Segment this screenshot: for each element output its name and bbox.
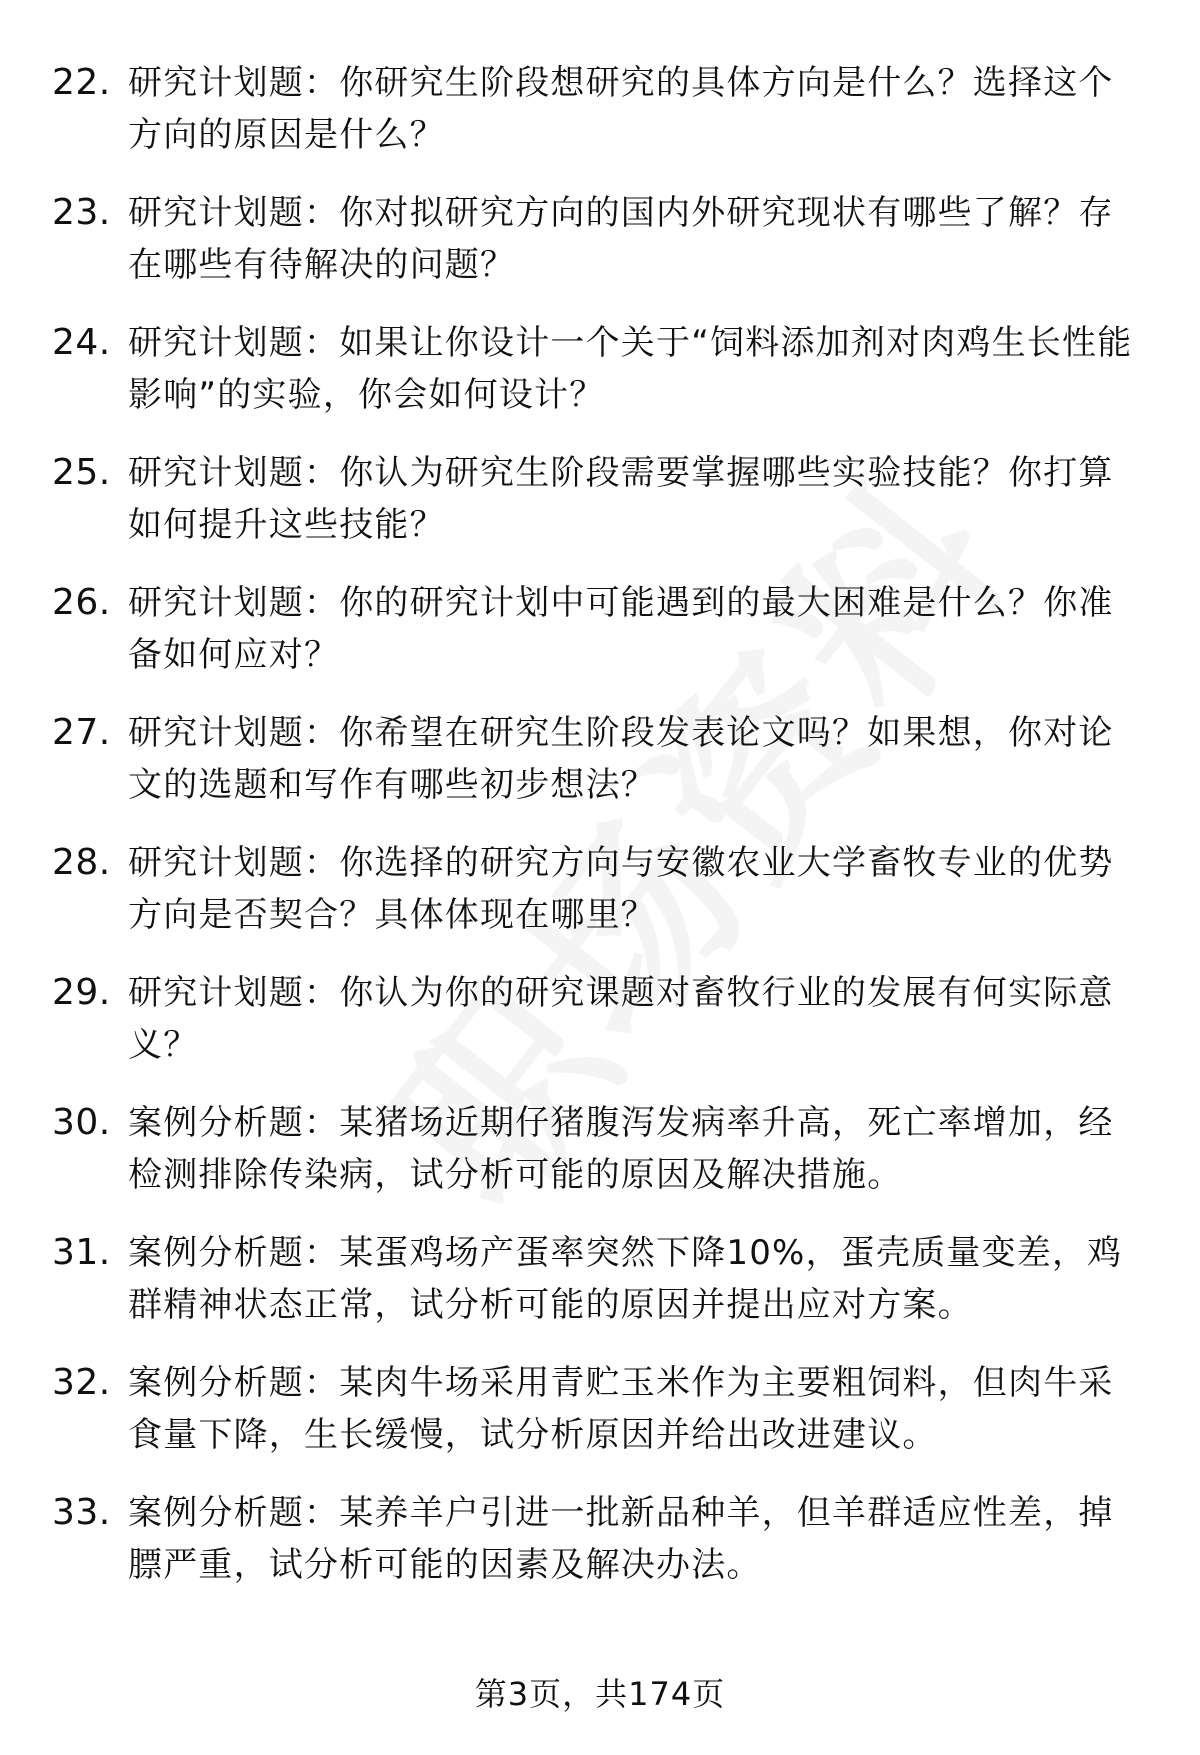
question-item [52,447,1148,577]
question-text: 研究计划题：如果让你设计一个关于“饲料添加剂对肉鸡生长性能影响”的实验，你会如何设计？ [128,323,1133,415]
question-number: 28. [52,842,111,883]
question-text: 研究计划题：你选择的研究方向与安徽农业大学畜牧专业的优势方向是否契合？具体体现在哪里？ [128,843,1114,935]
question-number: 33. [52,1492,111,1533]
question-item [52,967,1148,1097]
question-number: 26. [52,582,111,623]
question-item [52,57,1148,187]
question-text: 研究计划题：你希望在研究生阶段发表论文吗？如果想，你对论文的选题和写作有哪些初步想法？ [128,713,1114,805]
question-number: 22. [52,62,111,103]
question-number: 27. [52,712,111,753]
question-text: 案例分析题：某猪场近期仔猪腹泻发病率升高，死亡率增加，经检测排除传染病，试分析可能的原因及解决措施。 [128,1103,1114,1195]
question-list [52,57,1148,1617]
question-text: 研究计划题：你认为你的研究课题对畜牧行业的发展有何实际意义？ [128,973,1114,1065]
question-text: 案例分析题：某养羊户引进一批新品种羊，但羊群适应性差，掉膘严重，试分析可能的因素及解决办法。 [128,1493,1114,1585]
question-number: 30. [52,1102,111,1143]
question-item [52,1097,1148,1227]
question-number: 23. [52,192,111,233]
question-text: 研究计划题：你对拟研究方向的国内外研究现状有哪些了解？存在哪些有待解决的问题？ [128,193,1114,285]
question-number: 31. [52,1232,111,1273]
question-item [52,317,1148,447]
question-item [52,1357,1148,1487]
question-text: 研究计划题：你研究生阶段想研究的具体方向是什么？选择这个方向的原因是什么？ [128,63,1114,155]
question-number: 29. [52,972,111,1013]
question-number: 25. [52,452,111,493]
question-item [52,707,1148,837]
question-text: 案例分析题：某蛋鸡场产蛋率突然下降10%，蛋壳质量变差，鸡群精神状态正常，试分析可能的原因并提出应对方案。 [128,1233,1123,1325]
question-item [52,837,1148,967]
question-text: 研究计划题：你认为研究生阶段需要掌握哪些实验技能？你打算如何提升这些技能？ [128,453,1114,545]
question-item [52,187,1148,317]
question-text: 案例分析题：某肉牛场采用青贮玉米作为主要粗饲料，但肉牛采食量下降，生长缓慢，试分析原因并给出改进建议。 [128,1363,1114,1455]
question-item [52,1487,1148,1617]
question-text: 研究计划题：你的研究计划中可能遇到的最大困难是什么？你准备如何应对？ [128,583,1114,675]
question-number: 32. [52,1362,111,1403]
question-number: 24. [52,322,111,363]
question-item [52,577,1148,707]
page-footer: 第3页，共174页 [474,1675,726,1713]
question-item [52,1227,1148,1357]
